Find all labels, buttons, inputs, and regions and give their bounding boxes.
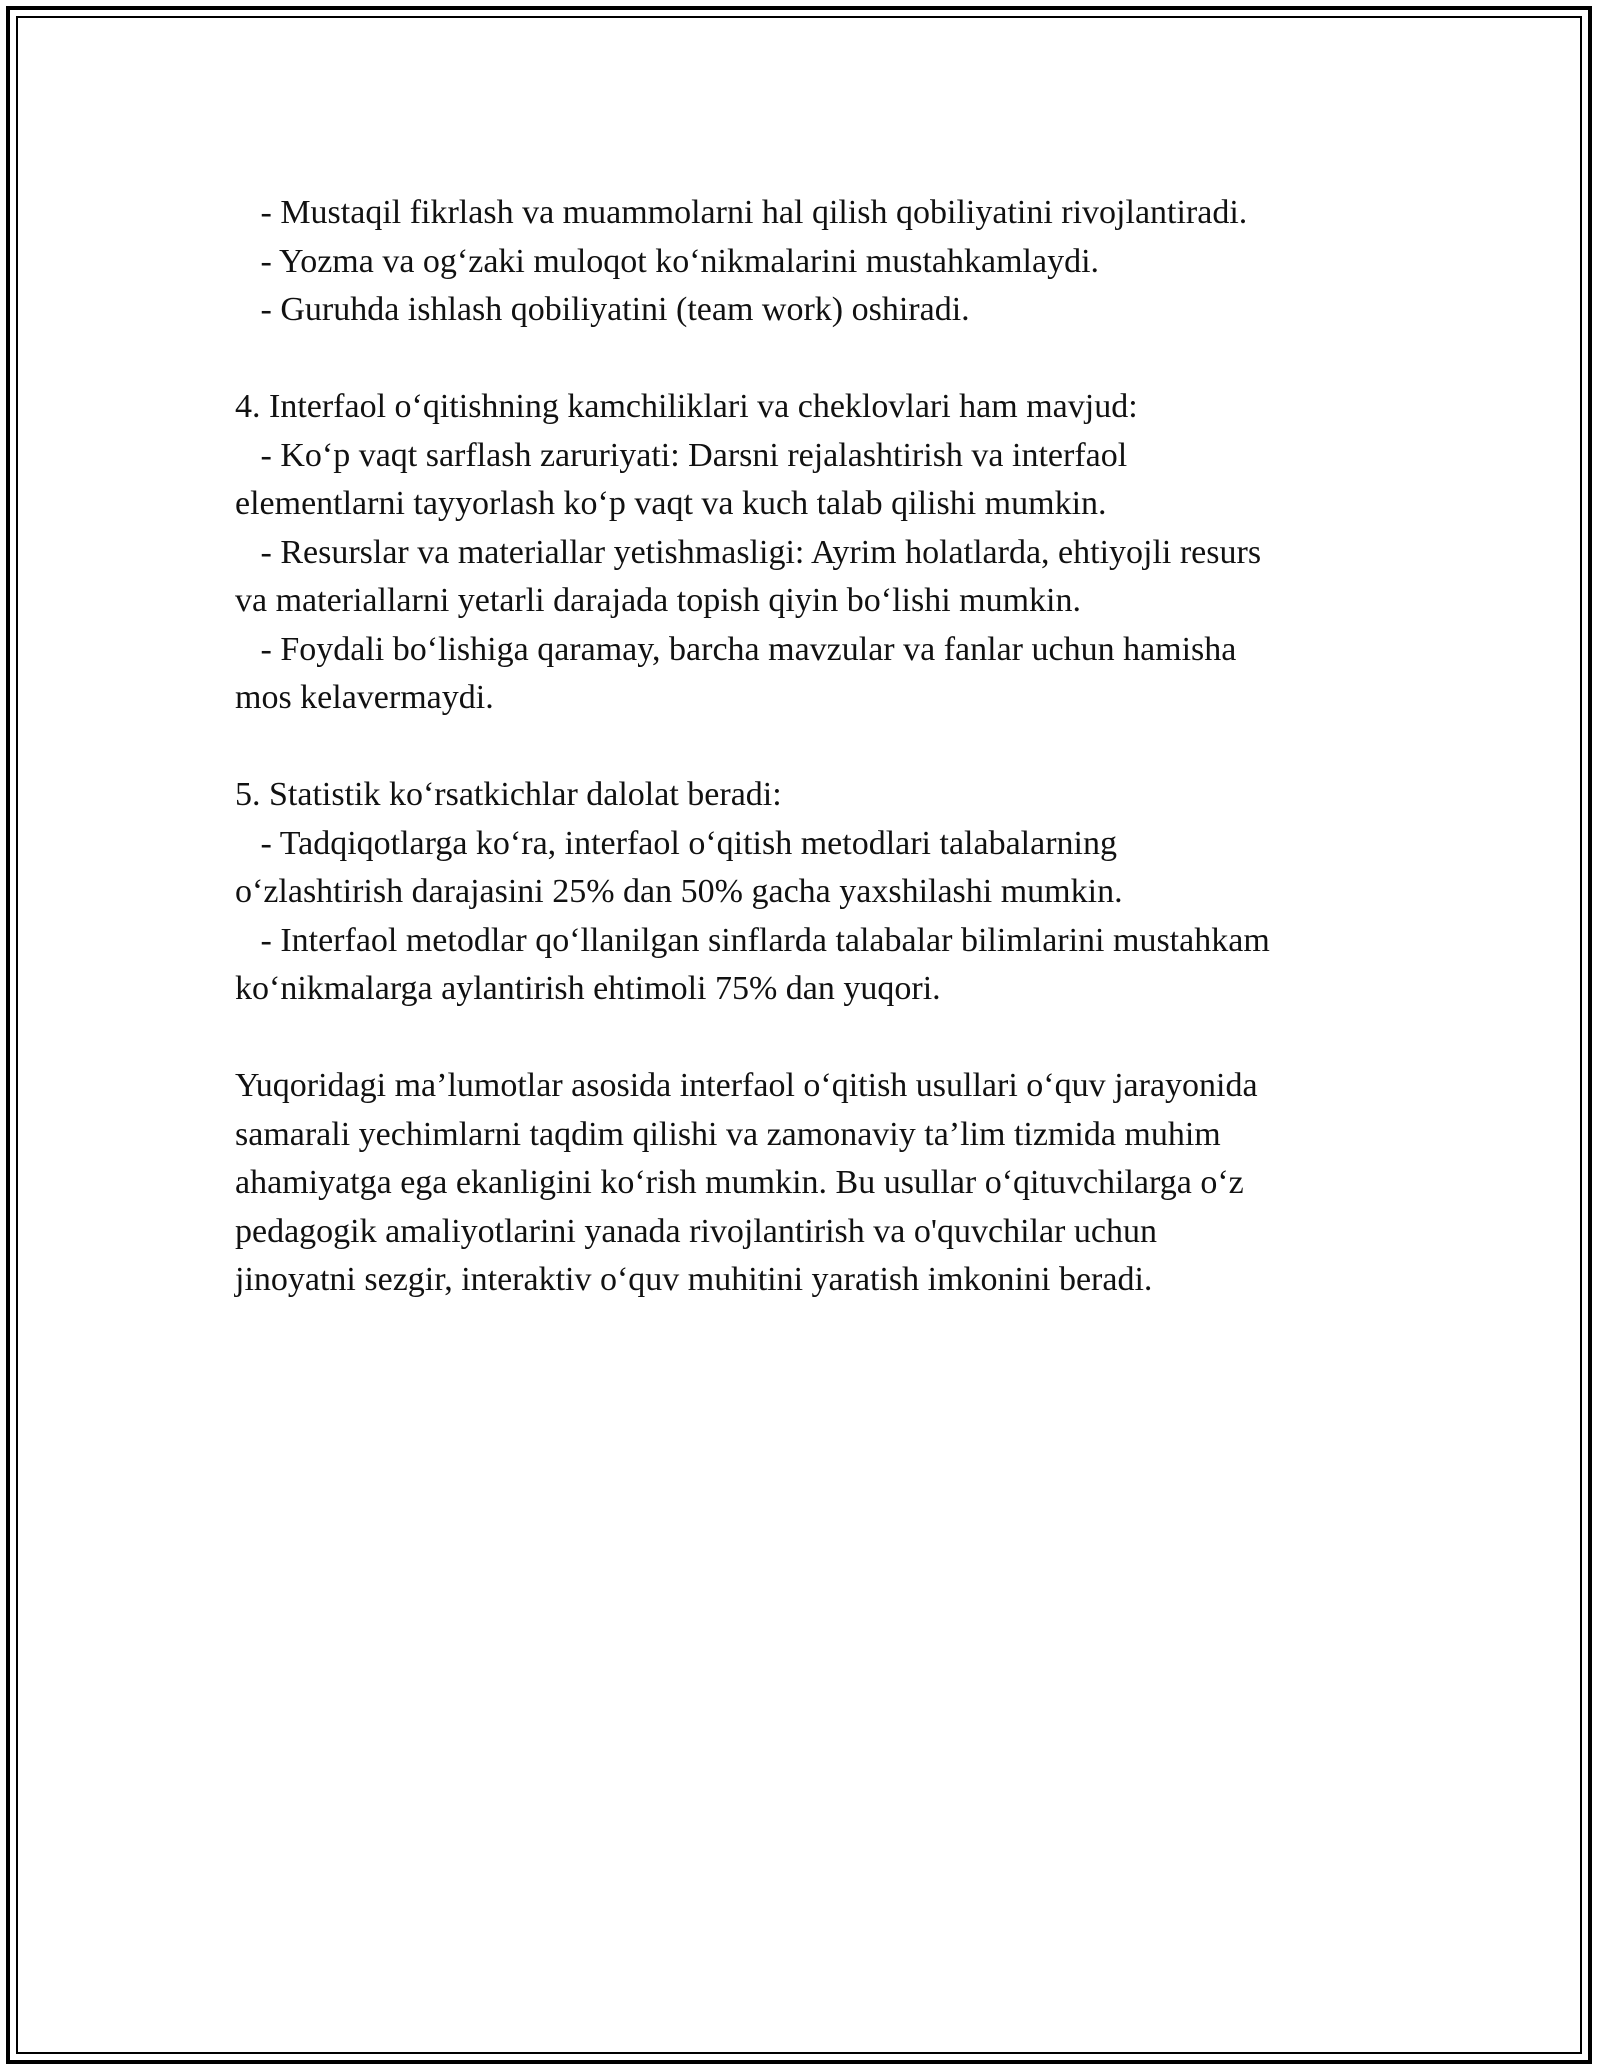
- blank-line: [235, 723, 1365, 772]
- conclusion-line: pedagogik amaliyotlarini yanada rivojlantirish va o'quvchilar uchun: [235, 1212, 1157, 1250]
- text-line: - Guruhda ishlash qobiliyatini (team work) oshiradi.: [235, 291, 970, 328]
- text-line: mos kelavermaydi.: [235, 679, 494, 716]
- blank-line: [235, 1014, 1365, 1063]
- text-line: elementlarni tayyorlash ko‘p vaqt va kuch talab qilishi mumkin.: [235, 485, 1107, 522]
- conclusion-line: Yuqoridagi ma’lumotlar asosida interfaol o‘qitish usullari o‘quv jarayonida: [235, 1067, 1258, 1104]
- conclusion-line: ahamiyatga ega ekanligini ko‘rish mumkin. Bu usullar o‘qituvchilarga o‘z: [235, 1164, 1244, 1201]
- text-line: - Ko‘p vaqt sarflash zaruriyati: Darsni rejalashtirish va interfaol: [235, 436, 1128, 474]
- text-line: ko‘nikmalarga aylantirish ehtimoli 75% dan yuqori.: [235, 970, 941, 1007]
- conclusion-line: samarali yechimlarni taqdim qilishi va zamonaviy ta’lim tizmida muhim: [235, 1115, 1221, 1153]
- section-heading: 4. Interfaol o‘qitishning kamchiliklari va cheklovlari ham mavjud:: [235, 388, 1138, 425]
- section-heading: 5. Statistik ko‘rsatkichlar dalolat beradi:: [235, 776, 782, 813]
- text-line: - Resurslar va materiallar yetishmasligi: Ayrim holatlarda, ehtiyojli resurs: [235, 533, 1262, 571]
- text-line: - Tadqiqotlarga ko‘ra, interfaol o‘qitish metodlari talabalarning: [235, 824, 1117, 862]
- text-line: - Foydali bo‘lishiga qaramay, barcha mavzular va fanlar uchun hamisha: [235, 630, 1237, 668]
- text-line: - Yozma va og‘zaki muloqot ko‘nikmalarini mustahkamlaydi.: [235, 242, 1100, 280]
- text-line: - Mustaqil fikrlash va muammolarni hal qilish qobiliyatini rivojlantiradi.: [235, 194, 1248, 231]
- blank-line: [235, 335, 1365, 384]
- text-line: - Interfaol metodlar qo‘llanilgan sinflarda talabalar bilimlarini mustahkam: [235, 921, 1270, 959]
- conclusion-line: jinoyatni sezgir, interaktiv o‘quv muhitini yaratish imkonini beradi.: [235, 1261, 1153, 1298]
- text-line: va materiallarni yetarli darajada topish qiyin bo‘lishi mumkin.: [235, 582, 1081, 619]
- document-body: [235, 189, 1365, 1305]
- text-line: o‘zlashtirish darajasini 25% dan 50% gacha yaxshilashi mumkin.: [235, 873, 1123, 910]
